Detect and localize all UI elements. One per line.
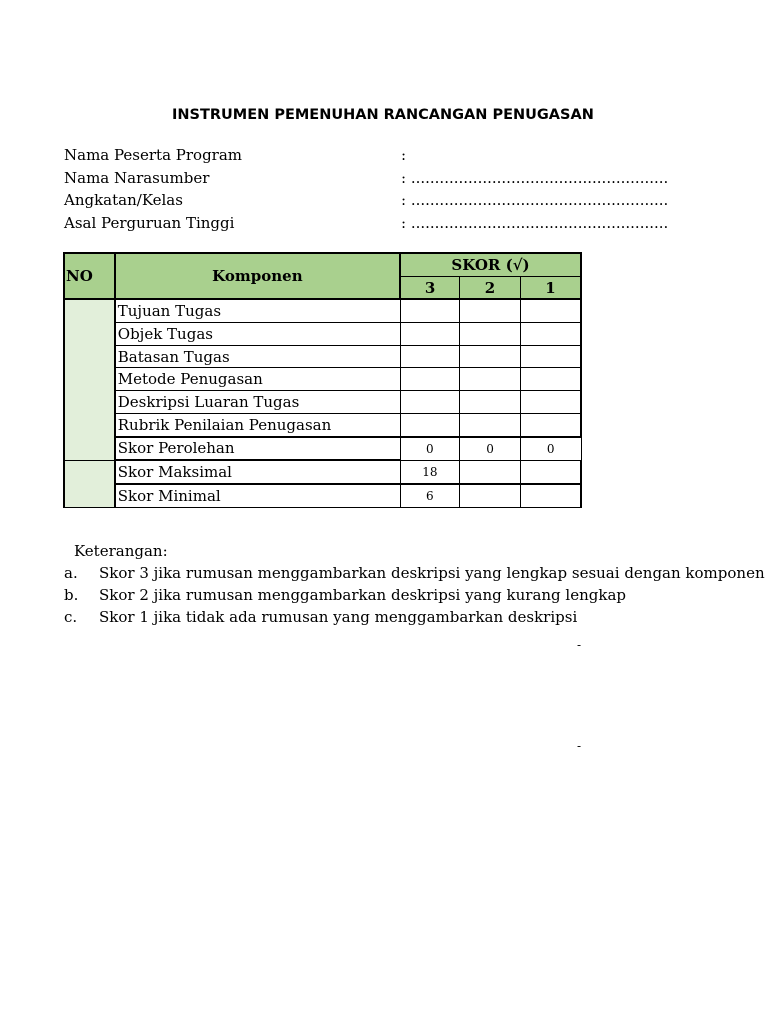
keterangan-marker: c. <box>64 608 78 626</box>
score-cell-3[interactable] <box>400 391 460 414</box>
score-cell-3: 18 <box>400 460 460 484</box>
info-label-asal-perguruan: Asal Perguruan Tinggi <box>64 214 235 232</box>
score-cell-1[interactable] <box>520 345 581 368</box>
keterangan-item-b <box>64 586 626 604</box>
score-cell-2 <box>460 484 521 507</box>
table-row <box>64 484 581 507</box>
komponen-cell: Skor Maksimal <box>115 460 400 484</box>
score-cell-2: 0 <box>460 437 521 461</box>
score-cell-3[interactable] <box>400 345 460 368</box>
table-row <box>64 391 581 414</box>
score-cell-3[interactable] <box>400 368 460 391</box>
info-label-nama-peserta: Nama Peserta Program <box>64 146 243 164</box>
score-cell-1[interactable] <box>520 299 581 322</box>
table-row <box>64 437 581 461</box>
score-cell-2[interactable] <box>460 345 521 368</box>
dash-mark: - <box>577 739 582 753</box>
no-cell <box>64 299 115 460</box>
komponen-cell: Skor Minimal <box>115 484 400 507</box>
score-cell-3[interactable] <box>400 299 460 322</box>
info-label-nama-narasumber: Nama Narasumber <box>64 169 210 187</box>
no-cell <box>64 460 115 507</box>
keterangan-marker: a. <box>64 564 78 582</box>
info-value-nama-peserta: : <box>401 146 407 164</box>
keterangan-text: Skor 2 jika rumusan menggambarkan deskripsi yang kurang lengkap <box>99 586 626 604</box>
header-skor: SKOR (√) <box>400 253 581 276</box>
score-cell-3[interactable] <box>400 413 460 436</box>
komponen-cell: Batasan Tugas <box>115 345 400 368</box>
table-row <box>64 299 581 322</box>
keterangan-title: Keterangan: <box>74 542 168 560</box>
table-row <box>64 460 581 484</box>
komponen-cell: Tujuan Tugas <box>115 299 400 322</box>
komponen-cell: Deskripsi Luaran Tugas <box>115 391 400 414</box>
header-skor-2: 2 <box>460 276 521 299</box>
table-row <box>64 368 581 391</box>
table-row <box>64 413 581 436</box>
komponen-cell: Rubrik Penilaian Penugasan <box>115 413 400 436</box>
score-cell-2[interactable] <box>460 323 521 346</box>
score-cell-1 <box>520 484 581 507</box>
header-no: NO <box>64 253 115 299</box>
score-cell-3: 0 <box>400 437 460 461</box>
keterangan-text: Skor 1 jika tidak ada rumusan yang menggambarkan deskripsi <box>99 608 578 626</box>
page-title: INSTRUMEN PEMENUHAN RANCANGAN PENUGASAN <box>172 107 594 123</box>
score-cell-1[interactable] <box>520 413 581 436</box>
score-cell-2[interactable] <box>460 391 521 414</box>
info-value-asal-perguruan: : ...................................................... <box>401 214 669 232</box>
dash-mark: - <box>577 638 582 652</box>
keterangan-item-c <box>64 608 577 626</box>
score-cell-2[interactable] <box>460 368 521 391</box>
header-komponen: Komponen <box>115 253 400 299</box>
score-cell-1[interactable] <box>520 368 581 391</box>
keterangan-text: Skor 3 jika rumusan menggambarkan deskripsi yang lengkap sesuai dengan komponen <box>99 564 765 582</box>
score-table <box>63 252 582 508</box>
score-cell-3: 6 <box>400 484 460 507</box>
info-label-angkatan-kelas: Angkatan/Kelas <box>64 191 183 209</box>
score-cell-1: 0 <box>520 437 581 461</box>
keterangan-marker: b. <box>64 586 79 604</box>
komponen-cell: Objek Tugas <box>115 323 400 346</box>
info-value-angkatan-kelas: : ...................................................... <box>401 191 669 209</box>
table-row <box>64 323 581 346</box>
score-cell-1[interactable] <box>520 323 581 346</box>
score-cell-1 <box>520 460 581 484</box>
komponen-cell: Metode Penugasan <box>115 368 400 391</box>
score-cell-2 <box>460 460 521 484</box>
keterangan-item-a <box>64 564 765 582</box>
header-skor-1: 1 <box>520 276 581 299</box>
header-skor-3: 3 <box>400 276 460 299</box>
score-cell-2[interactable] <box>460 299 521 322</box>
info-value-nama-narasumber: : ...................................................... <box>401 169 669 187</box>
score-cell-1[interactable] <box>520 391 581 414</box>
score-cell-3[interactable] <box>400 323 460 346</box>
table-row <box>64 345 581 368</box>
score-cell-2[interactable] <box>460 413 521 436</box>
komponen-cell: Skor Perolehan <box>115 437 400 461</box>
